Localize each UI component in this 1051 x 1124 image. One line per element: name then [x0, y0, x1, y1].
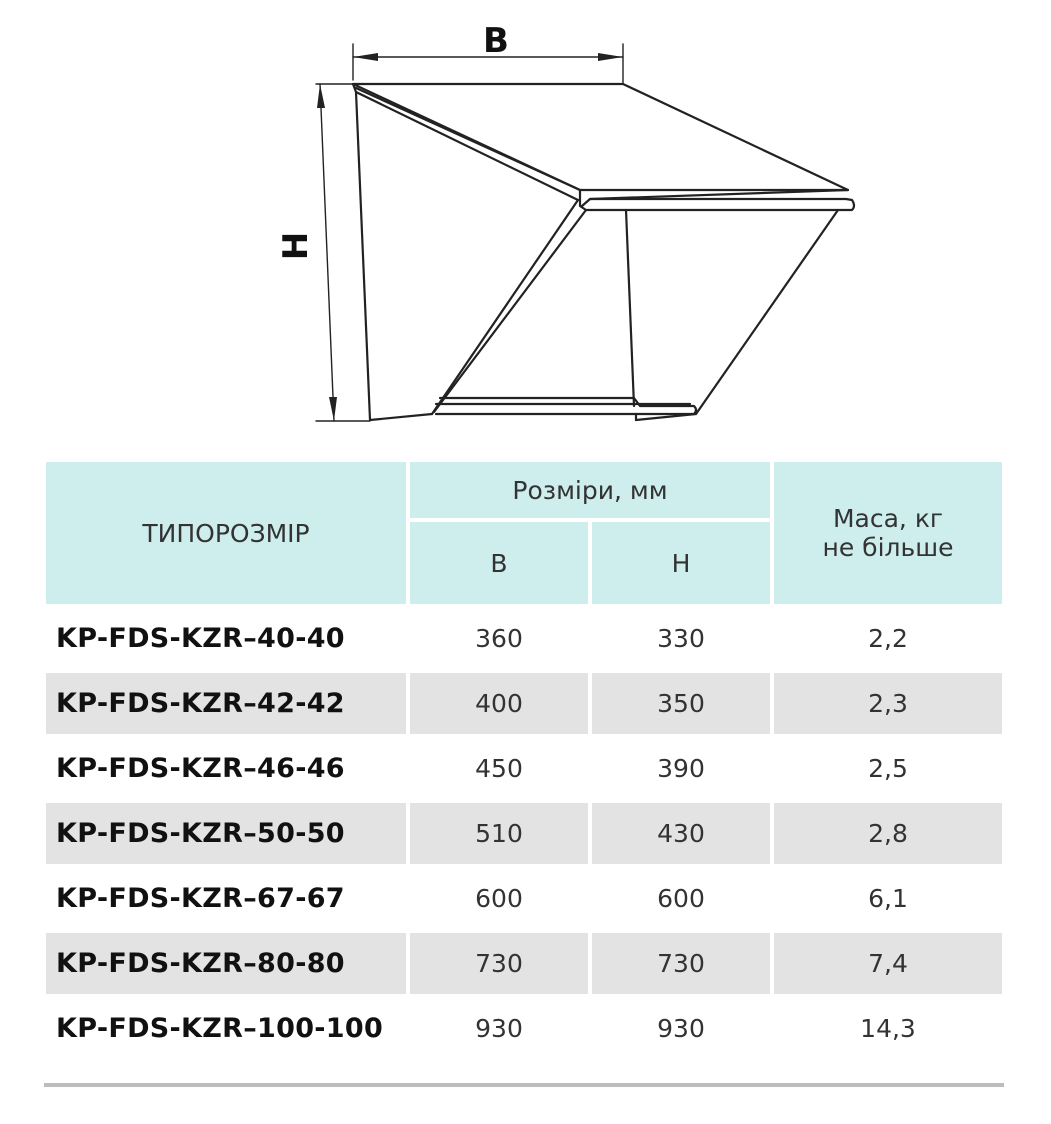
table-row [46, 738, 1002, 799]
cell-mass: 2,2 [868, 624, 908, 653]
cell-model: KP-FDS-KZR–80-80 [46, 933, 406, 994]
cell-h: 430 [592, 803, 770, 864]
cell-b: 600 [475, 884, 523, 913]
cell-mass: 2,5 [868, 754, 908, 783]
cell-h: 330 [657, 624, 705, 653]
cell-model: KP-FDS-KZR–50-50 [46, 803, 406, 864]
cell-model: KP-FDS-KZR–67-67 [56, 883, 345, 914]
cell-mass: 2,8 [774, 803, 1002, 864]
specification-table [42, 458, 1006, 1063]
cell-model: KP-FDS-KZR–46-46 [56, 753, 345, 784]
technical-drawing [0, 0, 1051, 440]
cell-model: KP-FDS-KZR–40-40 [56, 623, 345, 654]
dimension-label-h: H [276, 231, 316, 261]
cell-model: KP-FDS-KZR–42-42 [46, 673, 406, 734]
cell-b: 930 [475, 1014, 523, 1043]
cell-mass: 2,3 [774, 673, 1002, 734]
header-b: B [410, 522, 588, 604]
cell-h: 930 [657, 1014, 705, 1043]
cell-b: 730 [410, 933, 588, 994]
table-row [46, 868, 1002, 929]
header-mass: Маса, кг не більше [774, 462, 1002, 604]
cell-h: 730 [592, 933, 770, 994]
cell-b: 400 [410, 673, 588, 734]
header-h: H [592, 522, 770, 604]
cell-h: 390 [657, 754, 705, 783]
table-row [46, 608, 1002, 669]
table-row [46, 998, 1002, 1059]
cell-model: KP-FDS-KZR–100-100 [56, 1013, 384, 1044]
table-row [46, 803, 1002, 864]
cell-h: 350 [592, 673, 770, 734]
header-model: ТИПОРОЗМІР [46, 462, 406, 604]
cell-h: 600 [657, 884, 705, 913]
table-row [46, 673, 1002, 734]
cell-b: 450 [475, 754, 523, 783]
table-row [46, 933, 1002, 994]
table-bottom-rule [44, 1083, 1004, 1087]
cell-mass: 7,4 [774, 933, 1002, 994]
cell-mass: 14,3 [860, 1014, 916, 1043]
cell-b: 360 [475, 624, 523, 653]
cell-b: 510 [410, 803, 588, 864]
dimension-label-b: B [483, 21, 509, 61]
cell-mass: 6,1 [868, 884, 908, 913]
header-dimensions: Розміри, мм [410, 462, 770, 518]
